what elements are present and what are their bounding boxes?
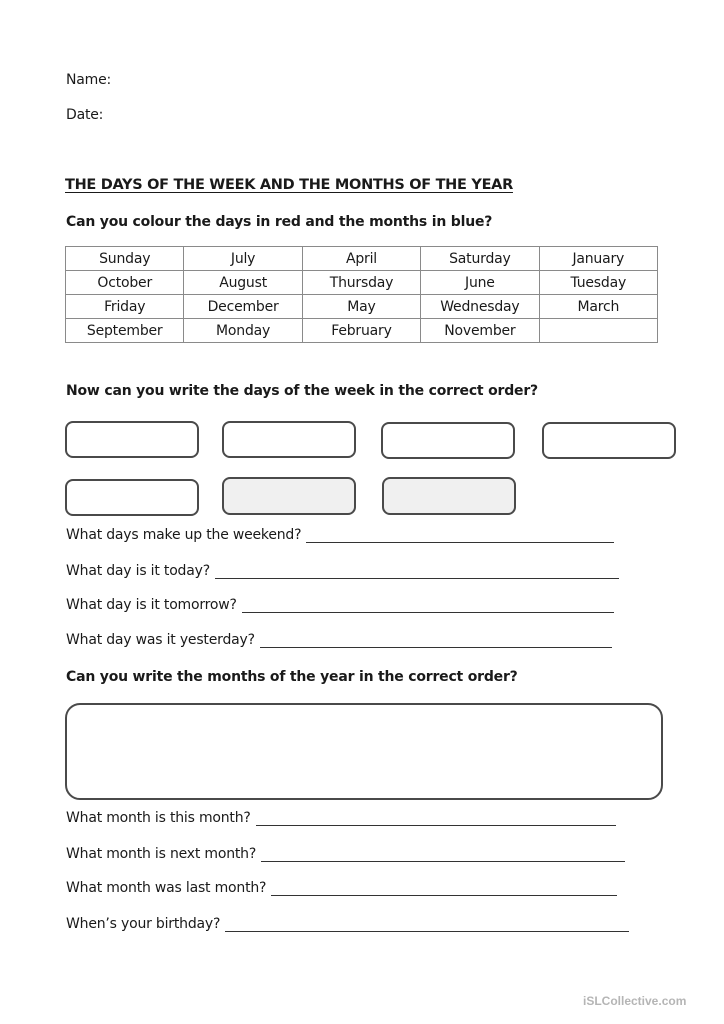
table-cell[interactable]: January xyxy=(539,247,657,271)
table-cell[interactable]: August xyxy=(184,271,302,295)
day-answer-box-4[interactable] xyxy=(542,422,676,459)
days-order-instruction: Now can you write the days of the week in the correct order? xyxy=(66,383,538,399)
table-row xyxy=(66,271,658,295)
table-row xyxy=(66,247,658,271)
question-label: What month is next month? xyxy=(66,846,257,862)
answer-line[interactable] xyxy=(225,917,629,932)
answer-line[interactable] xyxy=(306,528,614,543)
question-today xyxy=(66,563,619,579)
months-order-instruction: Can you write the months of the year in the correct order? xyxy=(66,669,518,685)
answer-line[interactable] xyxy=(260,633,612,648)
day-answer-box-3[interactable] xyxy=(381,422,515,459)
table-cell[interactable]: Wednesday xyxy=(421,295,539,319)
question-label: What month was last month? xyxy=(66,880,267,896)
table-cell[interactable]: May xyxy=(302,295,420,319)
answer-line[interactable] xyxy=(261,847,625,862)
table-cell[interactable]: June xyxy=(421,271,539,295)
question-label: What day was it yesterday? xyxy=(66,632,255,648)
answer-line[interactable] xyxy=(215,564,619,579)
question-last-month xyxy=(66,880,617,896)
name-label: Name: xyxy=(66,72,112,88)
question-label: What days make up the weekend? xyxy=(66,527,302,543)
table-cell[interactable]: October xyxy=(66,271,184,295)
table-cell[interactable]: March xyxy=(539,295,657,319)
table-cell[interactable]: Saturday xyxy=(421,247,539,271)
table-cell[interactable]: April xyxy=(302,247,420,271)
watermark-logo: iSLCollective.com xyxy=(583,994,687,1008)
question-label: What day is it today? xyxy=(66,563,210,579)
day-answer-box-2[interactable] xyxy=(222,421,356,458)
question-next-month xyxy=(66,846,625,862)
table-row xyxy=(66,319,658,343)
question-label: What month is this month? xyxy=(66,810,251,826)
table-cell[interactable]: Thursday xyxy=(302,271,420,295)
table-cell[interactable]: December xyxy=(184,295,302,319)
question-label: When’s your birthday? xyxy=(66,916,221,932)
worksheet-title: THE DAYS OF THE WEEK AND THE MONTHS OF THE YEAR xyxy=(65,177,513,193)
months-answer-box[interactable] xyxy=(65,703,663,800)
question-this-month xyxy=(66,810,616,826)
table-cell[interactable]: Tuesday xyxy=(539,271,657,295)
word-table xyxy=(65,246,658,343)
date-label: Date: xyxy=(66,107,104,123)
day-answer-box-5[interactable] xyxy=(65,479,199,516)
question-birthday xyxy=(66,916,629,932)
question-yesterday xyxy=(66,632,612,648)
answer-line[interactable] xyxy=(256,811,616,826)
table-cell[interactable]: July xyxy=(184,247,302,271)
question-tomorrow xyxy=(66,597,614,613)
day-answer-box-7[interactable] xyxy=(382,477,516,515)
answer-line[interactable] xyxy=(271,881,617,896)
table-cell[interactable]: Sunday xyxy=(66,247,184,271)
question-label: What day is it tomorrow? xyxy=(66,597,237,613)
table-cell[interactable]: Monday xyxy=(184,319,302,343)
table-cell[interactable]: September xyxy=(66,319,184,343)
colour-instruction: Can you colour the days in red and the months in blue? xyxy=(66,214,493,230)
table-cell[interactable]: Friday xyxy=(66,295,184,319)
table-cell[interactable]: February xyxy=(302,319,420,343)
day-answer-box-6[interactable] xyxy=(222,477,356,515)
table-row xyxy=(66,295,658,319)
answer-line[interactable] xyxy=(242,598,614,613)
day-answer-box-1[interactable] xyxy=(65,421,199,458)
table-cell[interactable]: November xyxy=(421,319,539,343)
question-weekend xyxy=(66,527,614,543)
table-cell[interactable] xyxy=(539,319,657,343)
